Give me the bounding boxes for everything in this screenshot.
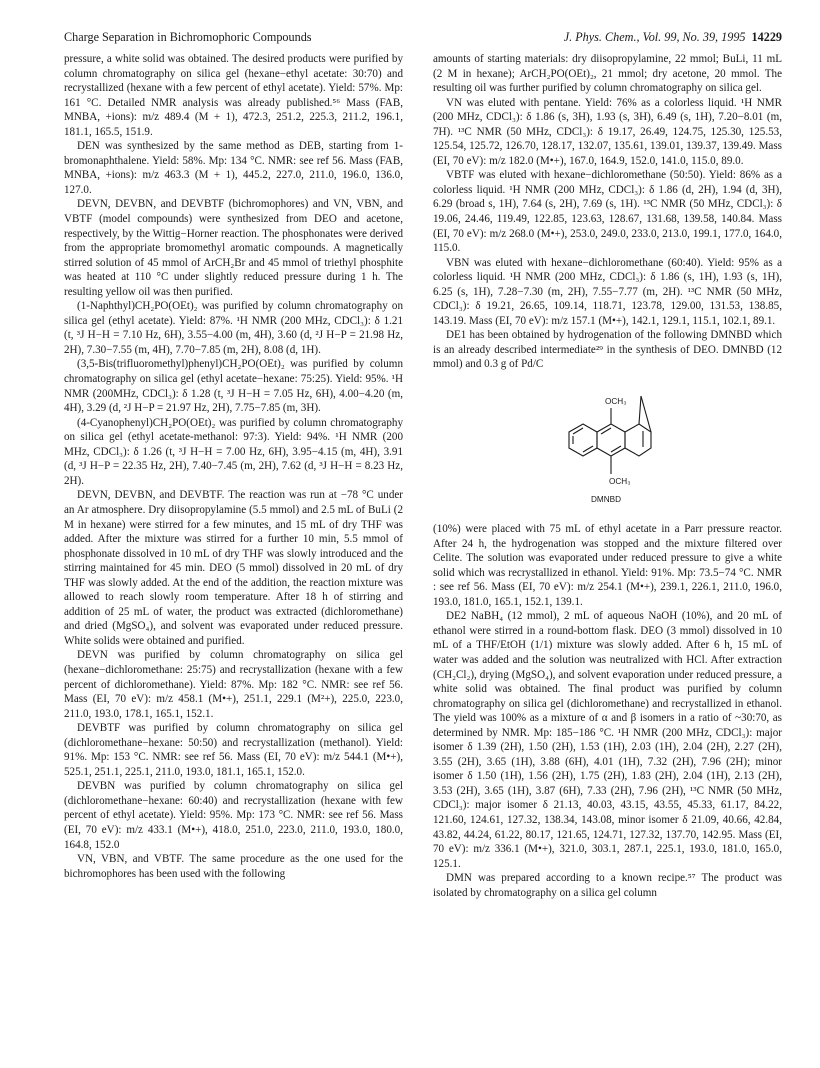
paragraph: (4-Cyanophenyl)CH₂PO(OEt)₂ was purified by column chromatography on silica gel (ethyl acetate-methanol: 97:3). Yield: 94%. ¹H NMR (200 MHz, CDCl₃): δ 1.26 (t, ³J H−H = 7.00 Hz, 6H), 3.95−4.15 (m, 4H), 3.91 (d, ³J H−P = 22.35 Hz, 2H), 7.40−7.45 (m, 2H), 7.62 (d, ³J H−H = 8.23 Hz, 2H). — [64, 416, 403, 487]
paragraph: VN was eluted with pentane. Yield: 76% as a colorless liquid. ¹H NMR (200 MHz, CDCl₃): δ 1.86 (s, 3H), 1.93 (s, 3H), 6.49 (s, 1H), 7.20−8.01 (m, 7H). ¹³C NMR (50 MHz, CDCl₃): δ 19.17, 26.49, 124.75, 125.30, 125.53, 125.54, 125.72, 126.70, 128.17, 132.07, 135.61, 139.01, 139.37, 139.49. Mass (EI, 70 eV): m/z 182.0 (M•+), 167.0, 164.9, 152.0, 141.0, 115.0, 89.0. — [433, 96, 782, 167]
paragraph: DEVBN was purified by column chromatography on silica gel (dichloromethane−hexane: 60:40) and recrystallization (hexane with few percent of ethyl acetate). Yield: 95%. Mp: 173 °C. NMR: see ref 56. Mass (EI, 70 eV): m/z 433.1 (M•+), 418.0, 251.0, 223.0, 211.0, 193.0, 180.0, 164.8, 152.0 — [64, 780, 403, 851]
central-ring — [597, 424, 625, 456]
paragraph: (10%) were placed with 75 mL of ethyl acetate in a Parr pressure reactor. After 24 h, the hydrogenation was stopped and the mixture filtered over Celite. The solution was evaporated under reduced pressure to give a white solid which was recrystallized in ethanol. Yield: 91%. Mp: 73.5−74 °C. NMR : see ref 56. Mass (EI, 70 eV): m/z 254.1 (M•+), 239.1, 226.1, 211.0, 196.0, 193.0, 181.0, 165.1, 152.1, 139.1. — [433, 523, 782, 608]
journal-citation — [564, 30, 782, 45]
methoxy-label-bottom: OCH₃ — [609, 477, 631, 487]
volume-info: Vol. 99, No. 39, 1995 — [642, 30, 746, 44]
paragraph: (1-Naphthyl)CH₂PO(OEt)₂ was purified by column chromatography on silica gel (ethyl acetate). Yield: 87%. ¹H NMR (200 MHz, CDCl₃): δ 1.21 (t, ³J H−H = 7.10 Hz, 6H), 3.55−4.00 (m, 4H), 3.60 (d, ²J H−P = 21.98 Hz, 2H), 7.30−7.55 (m, 4H), 7.70−7.85 (m, 2H), 8.08 (d, 1H). — [64, 300, 403, 356]
paragraph: pressure, a white solid was obtained. The desired products were purified by column chromatography on silica gel (hexane−ethyl acetate: 30:70) and recrystallized (hexane with a few percent of ethyl acetate). Yield: 57%. Mp: 161 °C. Detailed NMR analysis was already published.⁵⁶ Mass (FAB, MNBA, +ions): m/z 489.4 (M + 1), 472.3, 251.2, 225.3, 211.2, 196.1, 181.1, 165.5, 151.9. — [64, 53, 403, 138]
paragraph: DEVN, DEVBN, and DEVBTF (bichromophores) and VN, VBN, and VBTF (model compounds) were synthesized from DEO and acetone, respectively, by the Wittig−Horner reaction. The phosphonates were derived from the appropriate bromomethyl aromatic compounds. A magnetically stirred solution of 45 mmol of ArCH₂Br and 45 mmol of triethyl phosphite was heated at 110 °C under slightly reduced pressure during 1 h. The resulting yellow oil was then purified. — [64, 198, 403, 298]
paragraph: (3,5-Bis(trifluoromethyl)phenyl)CH₂PO(OEt)₂ was purified by column chromatography on silica gel (ethyl acetate−hexane: 75:25). Yield: 95%. ¹H NMR (200MHz, CDCl₃): δ 1.28 (t, ³J H−H = 7.05 Hz, 6H), 4.00−4.20 (m, 4H), 3.29 (d, ²J H−P = 21.97 Hz, 2H), 7.75−7.85 (m, 3H). — [64, 358, 403, 415]
paragraph: amounts of starting materials: dry diisopropylamine, 22 mmol; BuLi, 11 mL (2 M in hexane); ArCH₂PO(OEt)₂, 21 mmol; dry acetone, 20 mmol. The resulting oil was further purified by column chromatography on silica gel. — [433, 53, 782, 95]
paragraph: DE2 NaBH₄ (12 mmol), 2 mL of aqueous NaOH (10%), and 20 mL of ethanol were stirred in a round-bottom flask. DEO (3 mmol) dissolved in 10 mL of a THF/EtOH (1/1) mixture was slowly added. After 6 h, 15 mL of water was added and the solution was neutralized with HCl. After extraction (CH₂Cl₂), drying (MgSO₄), and solvent evaporation under reduced pressure, a white solid was obtained. The final product was purified by column chromatography on silica gel (dichloromethane) and recrystallized in ethanol. The yield was 100% as a mixture of α and β isomers in a ratio of ~30:70, as determined by NMR. Mp: 185−186 °C. ¹H NMR (200 MHz, CDCl₃): major isomer δ 1.39 (2H), 1.50 (2H), 1.53 (1H), 2.03 (1H), 2.04 (2H), 2.27 (2H), 3.55 (2H), 3.65 (1H), 3.88 (6H), 4.01 (1H), 7.32 (2H), 7.96 (2H); minor isomer δ 1.50 (1H), 1.56 (2H), 1.75 (2H), 1.83 (2H), 2.04 (1H), 2.13 (2H), 3.53 (2H), 3.65 (1H), 3.87 (6H), 7.33 (2H), 7.96 (2H), ¹³C NMR (50 MHz, CDCl₃): major isomer δ 21.13, 40.03, 43.15, 43.55, 45.33, 61.17, 84.22, 121.60, 124.61, 127.32, 138.34, 143.08, minor isomer δ 21.09, 40.66, 42.84, 43.82, 44.24, 61.22, 80.17, 121.65, 124.71, 127.32, 137.70, 142.95. Mass (EI, 70 eV): m/z 336.1 (M•+), 321.0, 303.1, 287.1, 225.1, 193.0, 181.0, 165.0, 125.1. — [433, 610, 782, 870]
running-title: Charge Separation in Bichromophoric Compounds — [64, 30, 312, 44]
paragraph: VN, VBN, and VBTF. The same procedure as the one used for the bichromophores has been used with the following — [64, 853, 403, 880]
paragraph: DEN was synthesized by the same method as DEB, starting from 1-bromonaphthalene. Yield: 58%. Mp: 134 °C. NMR: see ref 56. Mass (FAB, MNBA, +ions): m/z 463.3 (M + 1), 445.2, 227.0, 211.0, 196.0, 136.0, 127.0. — [64, 140, 403, 196]
left-column — [64, 52, 403, 881]
running-header — [64, 30, 782, 46]
paragraph: DEVN, DEVBN, and DEVBTF. The reaction was run at −78 °C under an Ar atmosphere. Dry diisopropylamine (5.5 mmol) and 2.5 mL of BuLi (2 M in hexane) were stirred for a few minutes, and 15 mL of dry THF was added. After the mixture was stirred for a further 10 min, 5.5 mmol of phosphonate dissolved in 10 mL of dry THF was slowly introduced and the stirring maintained for 45 min. DEO (5 mmol) dissolved in 20 mL of dry THF was slowly added. At the end of the addition, the reaction mixture was allowed to reach slowly room temperature. After 18 h of stirring and addition of 25 mL of water, the product was extracted (dichloromethane) and dried (MgSO₄), and solvent was evaporated under reduced pressure. White solids were obtained and purified. — [64, 489, 403, 647]
paragraph: DEVN was purified by column chromatography on silica gel (hexane−dichloromethane: 25:75) and recrystallization (hexane with a few percent of dichloromethane). Yield: 87%. Mp: 182 °C. NMR: see ref 56. Mass (EI, 70 eV): m/z 458.1 (M•+), 251.1, 229.1 (M²+), 225.0, 223.0, 211.0, 193.0, 178.1, 165.1, 152.1. — [64, 649, 403, 720]
right-column — [433, 52, 782, 900]
methoxy-label-top: OCH₃ — [605, 397, 627, 407]
journal-name: J. Phys. Chem., — [563, 30, 640, 44]
bicyclic-ring — [625, 424, 651, 456]
page-number: 14229 — [751, 30, 782, 44]
paragraph: DEVBTF was purified by column chromatography on silica gel (dichloromethane−hexane: 50:50) and recrystallization (methanol). Yield: 91%. Mp: 153 °C. NMR: see ref 56. Mass (EI, 70 eV): m/z 544.1 (M•+), 525.1, 251.1, 225.1, 211.0, 193.0, 181.1, 165.1, 152.0. — [64, 722, 403, 778]
paragraph: DMN was prepared according to a known recipe.⁵⁷ The product was isolated by chromatography on a silica gel column — [433, 872, 782, 899]
paragraph: VBN was eluted with hexane−dichloromethane (60:40). Yield: 95% as a colorless liquid. ¹H NMR (200 MHz, CDCl₃): δ 1.86 (s, 1H), 1.93 (s, 1H), 6.25 (s, 1H), 7.28−7.30 (m, 2H), 7.55−7.77 (m, 2H). ¹³C NMR (50 MHz, CDCl₃): δ 19.21, 26.65, 109.14, 118.71, 123.78, 129.00, 131.53, 138.85, 143.19. Mass (EI, 70 eV): m/z 157.1 (M•+), 142.1, 129.1, 115.1, 102.1, 89.1. — [433, 256, 782, 327]
structure-caption: DMNBD — [591, 495, 622, 505]
paragraph: DE1 has been obtained by hydrogenation of the following DMNBD which is an already described intermediate²⁹ in the synthesis of DEO. DMNBD (12 mmol) and 0.3 g of Pd/C — [433, 329, 782, 371]
paragraph: VBTF was eluted with hexane−dichloromethane (50:50). Yield: 86% as a colorless liquid. ¹H NMR (200 MHz, CDCl₃): δ 1.86 (d, 2H), 1.94 (d, 3H), 6.29 (broad s, 1H), 7.64 (s, 2H), 7.69 (s, 1H). ¹³C NMR (50 MHz, CDCl₃): δ 19.06, 24.46, 119.49, 122.85, 123.63, 128.67, 131.68, 139.58, 140.84. Mass (EI, 70 eV): m/z 268.0 (M•+), 253.0, 249.0, 233.0, 213.0, 199.1, 177.0, 164.0, 115.0. — [433, 169, 782, 255]
chemical-structure-drawing — [555, 374, 665, 520]
dmnbd-structure — [433, 374, 782, 522]
